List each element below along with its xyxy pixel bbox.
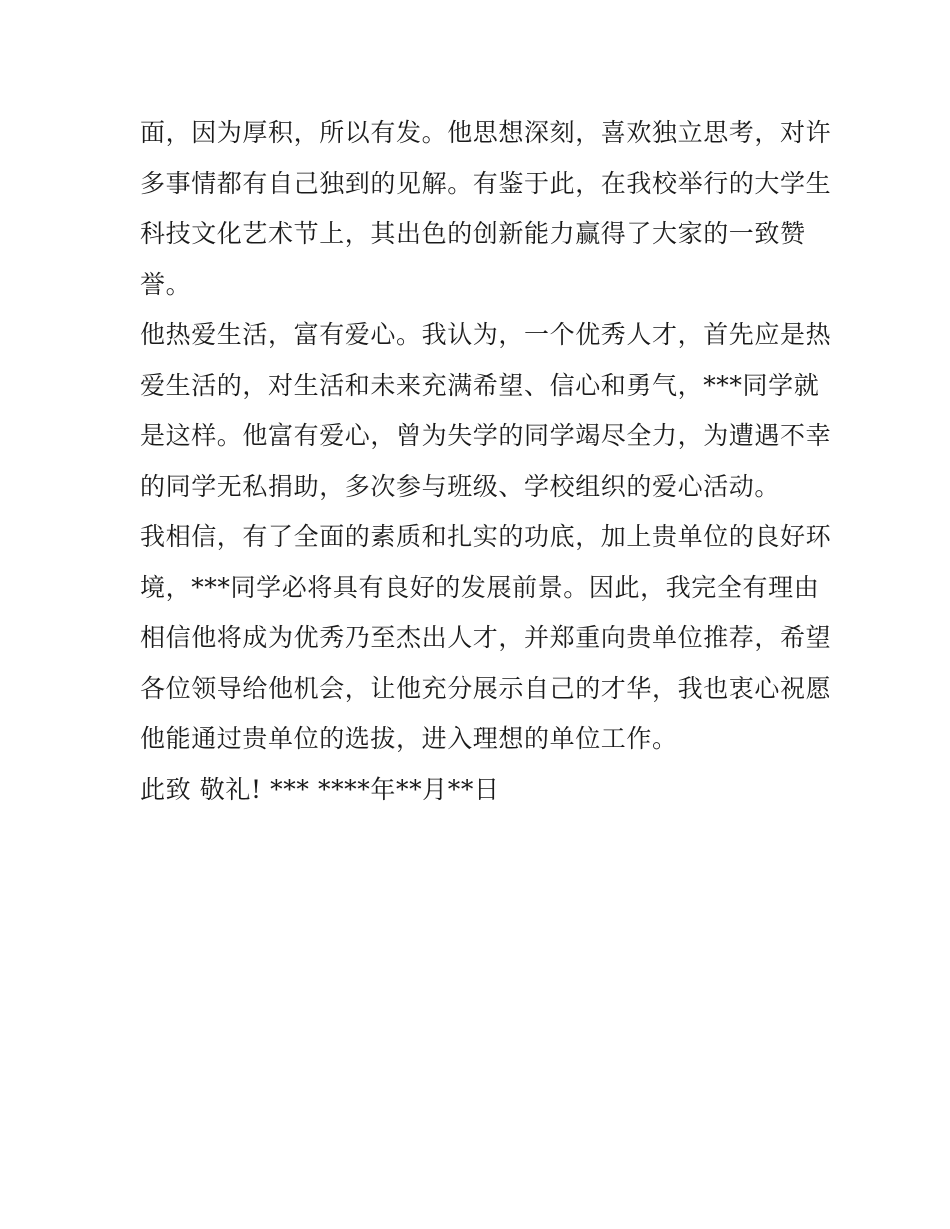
- text-line: 爱生活的，对生活和未来充满希望、信心和勇气，***同学就: [140, 370, 820, 400]
- text-line: 的同学无私捐助，多次参与班级、学校组织的爱心活动。: [140, 471, 781, 501]
- text-line: 相信他将成为优秀乃至杰出人才，并郑重向贵单位推荐，希望: [140, 623, 832, 652]
- text-line: 他热爱生活，富有爱心。我认为，一个优秀人才，首先应是热: [140, 320, 832, 349]
- text-line: 是这样。他富有爱心，曾为失学的同学竭尽全力，为遭遇不幸: [140, 421, 832, 450]
- letter-body: [140, 108, 832, 815]
- text-line: 我相信，有了全面的素质和扎实的功底，加上贵单位的良好环: [140, 522, 832, 551]
- text-line: 境，***同学必将具有良好的发展前景。因此，我完全有理由: [140, 572, 820, 602]
- text-line: 多事情都有自己独到的见解。有鉴于此，在我校举行的大学生: [140, 168, 832, 198]
- closing-line: 此致 敬礼! *** ****年**月**日: [140, 774, 500, 804]
- text-line: 科技文化艺术节上，其出色的创新能力赢得了大家的一致赞: [140, 219, 806, 248]
- text-line: 面，因为厚积，所以有发。他思想深刻，喜欢独立思考，对许: [140, 118, 832, 147]
- text-line: 他能通过贵单位的选拔，进入理想的单位工作。: [140, 724, 678, 753]
- text-line: 各位领导给他机会，让他充分展示自己的才华，我也衷心祝愿: [140, 673, 832, 703]
- text-line: 誉。: [140, 269, 192, 299]
